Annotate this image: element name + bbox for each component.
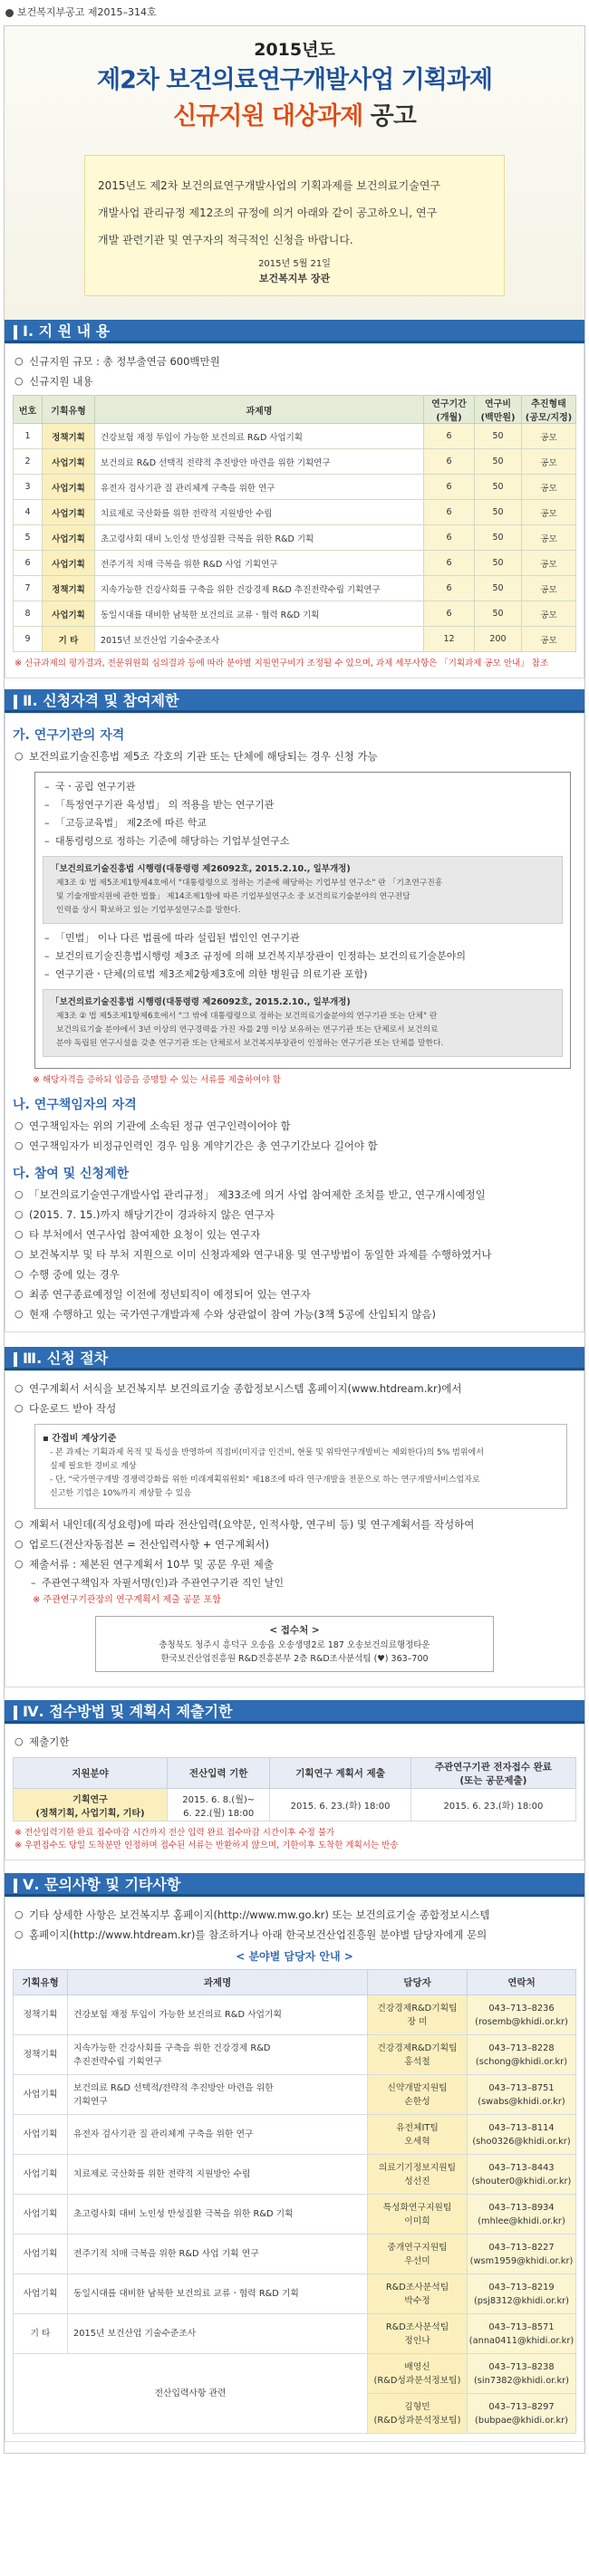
table-row (14, 2235, 576, 2274)
table-cell: 사업기획 (43, 449, 95, 475)
s2-sub-a: 가. 연구기관의 자격 (13, 728, 125, 743)
contact-task: 유전자 검사기관 질 관리체계 구축을 위한 연구 (68, 2115, 368, 2155)
deadline-table-row (14, 1789, 576, 1821)
table-cell: 6 (424, 475, 475, 500)
table-cell: 공모 (522, 475, 576, 500)
s2-a-dash: – 「고등교육법」 제2조에 따른 학교 (43, 814, 563, 832)
table-cell: 초고령사회 대비 노인성 만성질환 극복을 위한 R&D 기획 (95, 525, 424, 551)
support-table-header (14, 396, 576, 424)
intro-line: 개발사업 관리규정 제12조의 규정에 의거 아래와 같이 공고하오니, 연구 (98, 207, 438, 219)
deadline-cell: 기획연구 (정책기획, 사업기획, 기타) (14, 1789, 168, 1821)
table-cell: 건강보험 재정 투입이 가능한 보건의료 R&D 사업기획 (95, 424, 424, 449)
contact-type: 사업기획 (14, 2155, 68, 2195)
contact-task: 치료제로 국산화를 위한 전략적 지원방안 수립 (68, 2155, 368, 2195)
table-cell: 공모 (522, 576, 576, 601)
deadline-cell: 2015. 6. 23.(화) 18:00 (410, 1789, 575, 1821)
table-cell: 6 (424, 576, 475, 601)
contact-person: 중개연구지원팀 우선미 (368, 2235, 468, 2274)
section2-title: Ⅱ. 신청자격 및 참여제한 (23, 692, 179, 709)
table-row (14, 576, 576, 601)
table-cell: 치료제로 국산화를 위한 전략적 지원방안 수립 (95, 500, 424, 525)
notice-number-text: 보건복지부공고 제2015–314호 (17, 6, 157, 18)
notice-number (0, 0, 589, 25)
contact-phone: 043–713–8228 (schong@khidi.or.kr) (468, 2035, 576, 2075)
reception-box (95, 1616, 494, 1672)
table-row (14, 601, 576, 627)
section2-body (5, 713, 584, 1332)
note-line: 신고한 기업은 10%까지 계상할 수 있음 (50, 1489, 192, 1498)
table-cell: 사업기획 (43, 525, 95, 551)
s2-c-cont-text: (2015. 7. 15.)까지 해당기간이 경과하지 않은 연구자 (29, 1208, 275, 1221)
intro-date: 2015년 5월 21일 (258, 259, 331, 269)
legal-line: 제3조 ② 법 제5조제1항제6호에서 "그 밖에 대통령령으로 정하는 보건의료기술분야의 연구기관 또는 단체" 란 (56, 1012, 438, 1021)
hero-subtitle (5, 99, 584, 135)
table-cell: 사업기획 (43, 475, 95, 500)
s2-sub-c: 다. 참여 및 신청제한 (13, 1167, 130, 1181)
document-frame (4, 25, 585, 2454)
s2-a-dash: – 국ㆍ공립 연구기관 (43, 778, 563, 796)
table-cell: 사업기획 (43, 551, 95, 576)
table-cell: 정책기획 (43, 576, 95, 601)
note-title: ▪ 간접비 계상기준 (43, 1434, 117, 1444)
support-table-col-header: 기획유형 (43, 396, 95, 424)
table-row (14, 449, 576, 475)
intro-box (84, 155, 505, 296)
contact-person: 유전체IT팀 오세혁 (368, 2115, 468, 2155)
deadline-col-header: 기획연구 계획서 제출 (270, 1758, 410, 1789)
s3-bullet-cont (13, 1399, 576, 1418)
contact-type: 정책기획 (14, 1995, 68, 2035)
table-row (14, 2115, 576, 2155)
s2-a-dash: – 보건의료기술진흥법시행령 제3조 규정에 의해 보건복지부장관이 인정하는 보건의료기술분야의 (43, 947, 563, 966)
contact-type: 정책기획 (14, 2035, 68, 2075)
support-table (13, 395, 576, 652)
s2-sub-b: 나. 연구책임자의 자격 (13, 1098, 137, 1112)
table-row (14, 2195, 576, 2235)
deadline-col-header: 지원분야 (14, 1758, 168, 1789)
contact-type: 사업기획 (14, 2274, 68, 2314)
table-cell: 50 (475, 475, 522, 500)
table-row (14, 500, 576, 525)
table-cell: 공모 (522, 500, 576, 525)
s4-bullet: ○ 제출기한 (13, 1732, 576, 1752)
contact-phone: 043–713–8227 (wsm1959@khidi.or.kr) (468, 2235, 576, 2274)
s2-c-bullet: ○ 「보건의료기술연구개발사업 관리규정」 제33조에 의거 사업 참여제한 조치를 받고, 연구개시예정일 (13, 1185, 576, 1205)
table-cell: 6 (424, 551, 475, 576)
footer-space (5, 2442, 584, 2453)
note-line: 실제 필요한 경비로 계상 (50, 1462, 137, 1471)
table-row (14, 424, 576, 449)
table-row (14, 2035, 576, 2075)
contact-person: 김형민 (R&D성과분석정보팀) (368, 2394, 468, 2434)
s2-a-note: ※ 해당자격을 증하되 입증을 증명할 수 있는 서류를 제출하여야 함 (33, 1075, 281, 1085)
contact-phone: 043–713–8934 (mhlee@khidi.or.kr) (468, 2195, 576, 2235)
contact-person: 건강경제R&D기획팀 홍석철 (368, 2035, 468, 2075)
section1-body (5, 343, 584, 678)
table-row (14, 627, 576, 652)
table-row (14, 2274, 576, 2314)
deadline-col-header: 주관연구기관 전자접수 완료 (또는 공문제출) (410, 1758, 575, 1789)
table-row (14, 2075, 576, 2115)
contact-task: 건강보험 재정 투입이 가능한 보건의료 R&D 사업기획 (68, 1995, 368, 2035)
section-marker-icon (14, 325, 17, 340)
table-cell: 공모 (522, 627, 576, 652)
legal-line: 인력을 상시 확보하고 있는 기업부설연구소를 말한다. (56, 906, 241, 915)
section1-title: Ⅰ. 지 원 내 용 (23, 322, 111, 340)
section-marker-icon (14, 1706, 17, 1720)
s2-c-bullet: ○ 보건복지부 및 타 부처 지원으로 이미 신청과제와 연구내용 및 연구방법이 동일한 과제를 수행하였거나 (13, 1245, 576, 1264)
s2-c-bullet: ○ 타 부처에서 연구사업 참여제한 요청이 있는 연구자 (13, 1225, 576, 1245)
contact-task: 전주기적 치매 극복을 위한 R&D 사업 기획 연구 (68, 2235, 368, 2274)
table-cell: 9 (14, 627, 43, 652)
support-table-col-header: 과제명 (95, 396, 424, 424)
contact-task: 보건의료 R&D 선택적/전략적 추진방안 마련을 위한 기획연구 (68, 2075, 368, 2115)
s2-a-dash: – 「특정연구기관 육성법」 의 적용을 받는 연구기관 (43, 796, 563, 814)
section-marker-icon (14, 695, 17, 709)
s2-a-dash: – 대통령령으로 정하는 기준에 해당하는 기업부설연구소 (43, 832, 563, 851)
table-cell: 사업기획 (43, 601, 95, 627)
s2-c-cont (13, 1264, 576, 1284)
deadline-table-header (14, 1758, 576, 1789)
section3-body (5, 1370, 584, 1687)
table-cell: 50 (475, 601, 522, 627)
table-cell: 12 (424, 627, 475, 652)
table-cell: 공모 (522, 424, 576, 449)
s3-bullet: ○ 계획서 내인데(직성요령)에 따라 전산입력(요약문, 인적사항, 연구비 등) 및 연구계획서를 작성하여 (13, 1514, 576, 1534)
contact-person: 신약개발지원팀 손한성 (368, 2075, 468, 2115)
table-cell: 6 (424, 525, 475, 551)
table-cell: 6 (424, 424, 475, 449)
section2-header (5, 689, 584, 713)
hero (5, 26, 584, 320)
s3-dash: – 주관연구책임자 자필서명(인)과 주관연구기관 직인 날인 (29, 1574, 576, 1592)
section5-body (5, 1897, 584, 2442)
support-table-col-header: 연구비 (백만원) (475, 396, 522, 424)
deadline-cell: 2015. 6. 8.(월)~ 6. 22.(월) 18:00 (167, 1789, 269, 1821)
contact-phone: 043–713–8571 (anna0411@khidi.or.kr) (468, 2314, 576, 2354)
table-cell: 7 (14, 576, 43, 601)
table-cell: 공모 (522, 449, 576, 475)
contact-type: 사업기획 (14, 2075, 68, 2115)
contact-table-header (14, 1970, 576, 1995)
table-cell: 50 (475, 551, 522, 576)
support-table-col-header: 추진형태 (공모/지정) (522, 396, 576, 424)
table-row (14, 2314, 576, 2354)
support-table-body (14, 424, 576, 652)
contact-task: 동일시대를 대비한 남북한 보건의료 교류ㆍ협력 R&D 기획 (68, 2274, 368, 2314)
contact-sys-label: 전산입력사항 관련 (14, 2354, 368, 2434)
s5-bullet-cont (13, 1925, 576, 1945)
support-table-col-header: 연구기간 (개월) (424, 396, 475, 424)
legal-line: 및 기술개발지원에 관한 법률」 제14조제1항에 따른 기업부설연구소 중 보건의료기술분야의 연구전담 (56, 892, 410, 901)
intro-line: 개발 관련기관 및 연구자의 적극적인 신청을 바랍니다. (98, 234, 353, 246)
s2-c-bullet: ○ 최종 연구종료예정일 이전에 정년퇴직이 예정되어 있는 연구자 (13, 1284, 576, 1304)
table-cell: 정책기획 (43, 424, 95, 449)
contact-type: 사업기획 (14, 2115, 68, 2155)
contact-col-header: 연락처 (468, 1970, 576, 1995)
contact-task: 2015년 보건산업 기술수준조사 (68, 2314, 368, 2354)
s2-a-bullet: ○ 보건의료기술진흥법 제5조 각호의 기관 또는 단체에 해당되는 경우 신청 가능 (13, 746, 576, 766)
intro-line: 2015년도 제2차 보건의료연구개발사업의 기획과제를 보건의료기술연구 (98, 179, 441, 192)
contact-person: 의료기기정보지원팀 성선진 (368, 2155, 468, 2195)
contact-phone: 043–713–8114 (sho0326@khidi.or.kr) (468, 2115, 576, 2155)
table-cell: 동일시대를 대비한 남북한 보건의료 교류ㆍ협력 R&D 기획 (95, 601, 424, 627)
contact-table-body (14, 1995, 576, 2434)
deadline-table (13, 1757, 576, 1821)
reception-address: 충청북도 청주시 흥덕구 오송읍 오송생명2로 187 오송보건의료행정타운 (159, 1640, 430, 1650)
legal-line: 분야 독립된 연구시설을 갖춘 연구기관 또는 단체로서 보건복지부장관이 인정하는 연구기관 또는 단체를 말한다. (56, 1039, 444, 1048)
s3-bullet-cont-text: 업로드(전산자동접본 = 전산입력사항 + 연구계획서) (29, 1538, 270, 1551)
table-cell: 50 (475, 500, 522, 525)
contact-type: 기 타 (14, 2314, 68, 2354)
legal-line: 보건의료기술 분야에서 3년 이상의 연구경력을 가진 자를 2명 이상 보유하는 연구기관 또는 단체로서 보건의료 (56, 1025, 439, 1034)
contact-person: 특성화연구지원팀 이미희 (368, 2195, 468, 2235)
table-cell: 50 (475, 424, 522, 449)
s3-bullet: ○ 연구계획서 서식을 보건복지부 보건의료기술 종합정보시스템 홈페이지(www.htdream.kr)에서 (13, 1379, 576, 1399)
table-row (14, 525, 576, 551)
s1-bullet: ○ 신규지원 규모 : 총 정부출연금 600백만원 (13, 351, 576, 371)
hero-year: 2015년도 (254, 40, 335, 60)
s3-red-note: ※ 주관연구기관장의 연구계획서 제출 공문 포함 (33, 1595, 221, 1605)
table-cell: 2 (14, 449, 43, 475)
s4-note: ※ 우편접수도 당일 도착분만 인정하며 접수된 서류는 반환하지 않으며, 기한이후 도착한 계획서는 반송 (14, 1841, 399, 1850)
s4-note: ※ 전산입력기한 완료 접수마감 시간까지 전산 입력 완료 접수마감 시간이후 수정 불가 (14, 1828, 335, 1838)
s3-bullet-cont (13, 1534, 576, 1554)
s5-bullet: ○ 기타 상세한 사항은 보건복지부 홈페이지(http://www.mw.go.kr) 또는 보건의료기술 종합정보시스템 (13, 1905, 576, 1925)
deadline-cell: 2015. 6. 23.(화) 18:00 (270, 1789, 410, 1821)
table-cell: 유전자 검사기관 질 관리체계 구축을 위한 연구 (95, 475, 424, 500)
table-row (14, 1995, 576, 2035)
table-cell: 6 (424, 500, 475, 525)
contact-phone: 043–713–8443 (shouter0@khidi.or.kr) (468, 2155, 576, 2195)
s2-c-bullet: ○ 현재 수행하고 있는 국가연구개발과제 수와 상관없이 참여 가능(3책 5공에 산입되지 않음) (13, 1304, 576, 1324)
contact-person: R&D조사분석팀 정인나 (368, 2314, 468, 2354)
contact-type: 사업기획 (14, 2195, 68, 2235)
contact-person: R&D조사분석팀 박수정 (368, 2274, 468, 2314)
section3-title: Ⅲ. 신청 절차 (23, 1350, 109, 1367)
s2-a-dash-cont-text: 연구기관ㆍ단체(의료법 제3조제2항제3호에 의한 병원급 의료기관 포함) (55, 968, 368, 980)
support-table-col-header: 번호 (14, 396, 43, 424)
contact-phone: 043–713–8238 (sin7382@khidi.or.kr) (468, 2354, 576, 2394)
table-cell: 3 (14, 475, 43, 500)
hero-title: 제2차 보건의료연구개발사업 기획과제 (97, 66, 492, 94)
section3-header (5, 1347, 584, 1370)
indirect-cost-box (34, 1424, 567, 1509)
intro-org: 보건복지부 장관 (258, 273, 331, 284)
table-cell: 4 (14, 500, 43, 525)
table-cell: 기 타 (43, 627, 95, 652)
table-row (14, 2155, 576, 2195)
note-line: - 본 과제는 기획과제 목적 및 특성을 반영하여 직접비(미지급 인건비, 현물 및 위탁연구개발비는 제외한다)의 5% 범위에서 (50, 1448, 484, 1457)
section5-title: Ⅴ. 문의사항 및 기타사항 (23, 1876, 181, 1893)
table-cell: 전주기적 치매 극복을 위한 R&D 사업 기획연구 (95, 551, 424, 576)
table-row (14, 2354, 576, 2394)
table-cell: 50 (475, 449, 522, 475)
s3-bullet: ○ 제출서류 : 제본된 연구계획서 10부 및 공문 우편 제출 (13, 1554, 576, 1574)
table-cell: 8 (14, 601, 43, 627)
table-cell: 보건의료 R&D 선택적 전략적 추진방안 마련을 위한 기획연구 (95, 449, 424, 475)
legal-line: 제3조 ① 법 제5조제1항제4호에서 "대통령령으로 정하는 기준에 해당하는 기업부설 연구소" 란 「기초연구진흥 (56, 879, 443, 888)
contact-phone: 043–713–8751 (swabs@khidi.or.kr) (468, 2075, 576, 2115)
table-cell: 50 (475, 525, 522, 551)
contact-phone: 043–713–8219 (psj8312@khidi.or.kr) (468, 2274, 576, 2314)
contact-phone: 043–713–8297 (bubpae@khidi.or.kr) (468, 2394, 576, 2434)
s2-a-box (34, 772, 571, 1069)
s2-a-dash: – 「민법」 이나 다른 법률에 따라 설립된 법인인 연구기관 (43, 929, 563, 947)
table-cell: 2015년 보건산업 기술수준조사 (95, 627, 424, 652)
section4-header (5, 1700, 584, 1724)
contact-person: 건강경제R&D기획팀 장 미 (368, 1995, 468, 2035)
table-cell: 공모 (522, 525, 576, 551)
contact-col-header: 담당자 (368, 1970, 468, 1995)
table-cell: 사업기획 (43, 500, 95, 525)
s1-note: ※ 신규과제의 평가결과, 전문위원회 심의결과 등에 따라 분야별 지원연구비가 조정될 수 있으며, 과제 세부사항은 「기획과제 공모 안내」 참조 (14, 658, 549, 668)
contact-person: 배영신 (R&D성과분석정보팀) (368, 2354, 468, 2394)
table-row (14, 551, 576, 576)
hero-subtitle-red: 신규지원 대상과제 (173, 102, 363, 130)
section4-title: Ⅳ. 접수방법 및 계획서 제출기한 (23, 1703, 233, 1720)
s2-c-cont-text: 수행 중에 있는 경우 (29, 1268, 120, 1281)
table-cell: 1 (14, 424, 43, 449)
note-line: - 단, "국가연구개발 경쟁력강화를 위한 미래계획위원회" 제18조에 따라 연구개발을 전문으로 하는 연구개발서비스업자로 (50, 1475, 480, 1485)
contact-phone: 043–713–8236 (rosemb@khidi.or.kr) (468, 1995, 576, 2035)
s2-a-dash-cont (43, 966, 563, 984)
table-cell: 6 (14, 551, 43, 576)
s5-bullet-cont-text: 홈페이지(http://www.htdream.kr)를 참조하거나 아래 한국보건산업진흥원 분야별 담당자에게 문의 (29, 1928, 488, 1941)
legal-title: 「보건의료기술진흥법 시행령(대통령령 제26092호, 2015.2.10., 일부개정) (51, 997, 351, 1007)
contact-col-header: 기획유형 (14, 1970, 68, 1995)
s1-bullet: ○ 신규지원 내용 (13, 371, 576, 391)
contact-col-header: 과제명 (68, 1970, 368, 1995)
contact-table (13, 1969, 576, 2434)
reception-address: 한국보건산업진흥원 R&D진흥본부 2층 R&D조사분석팀 (♥) 363–700 (160, 1654, 429, 1664)
legal-title: 「보건의료기술진흥법 시행령(대통령령 제26092호, 2015.2.10., 일부개정) (51, 864, 351, 874)
deadline-col-header: 전산입력 기한 (167, 1758, 269, 1789)
s2-b-bullet: ○ 연구책임자는 위의 기관에 소속된 정규 연구인력이어야 함 (13, 1116, 576, 1136)
table-cell: 6 (424, 449, 475, 475)
table-cell: 공모 (522, 601, 576, 627)
reception-title: < 접수처 > (269, 1625, 320, 1636)
s3-bullet-cont-text: 다운로드 받아 작성 (29, 1402, 117, 1415)
table-cell: 6 (424, 601, 475, 627)
section4-body (5, 1724, 584, 1860)
contact-tag: < 분야별 담당자 안내 > (236, 1950, 353, 1963)
section1-header (5, 320, 584, 343)
table-row (14, 475, 576, 500)
hero-subtitle-rest: 공고 (362, 102, 416, 130)
legal-box-1 (43, 856, 563, 924)
table-cell: 5 (14, 525, 43, 551)
contact-task: 초고령사회 대비 노인성 만성질환 극복을 위한 R&D 기획 (68, 2195, 368, 2235)
table-cell: 200 (475, 627, 522, 652)
section-marker-icon (14, 1352, 17, 1367)
table-cell: 50 (475, 576, 522, 601)
bullet-dot-icon (5, 9, 14, 17)
s2-b-bullet: ○ 연구책임자가 비정규인력인 경우 임용 계약기간은 총 연구기간보다 길어야 함 (13, 1136, 576, 1156)
legal-box-2 (43, 989, 563, 1057)
s2-c-cont (13, 1205, 576, 1225)
table-cell: 지속가능한 건강사회를 구축을 위한 건강경제 R&D 추진전략수립 기획연구 (95, 576, 424, 601)
contact-type: 사업기획 (14, 2235, 68, 2274)
section5-header (5, 1873, 584, 1897)
contact-task: 지속가능한 건강사회를 구축을 위한 건강경제 R&D 추진전략수립 기획연구 (68, 2035, 368, 2075)
table-cell: 공모 (522, 551, 576, 576)
section-marker-icon (14, 1879, 17, 1893)
